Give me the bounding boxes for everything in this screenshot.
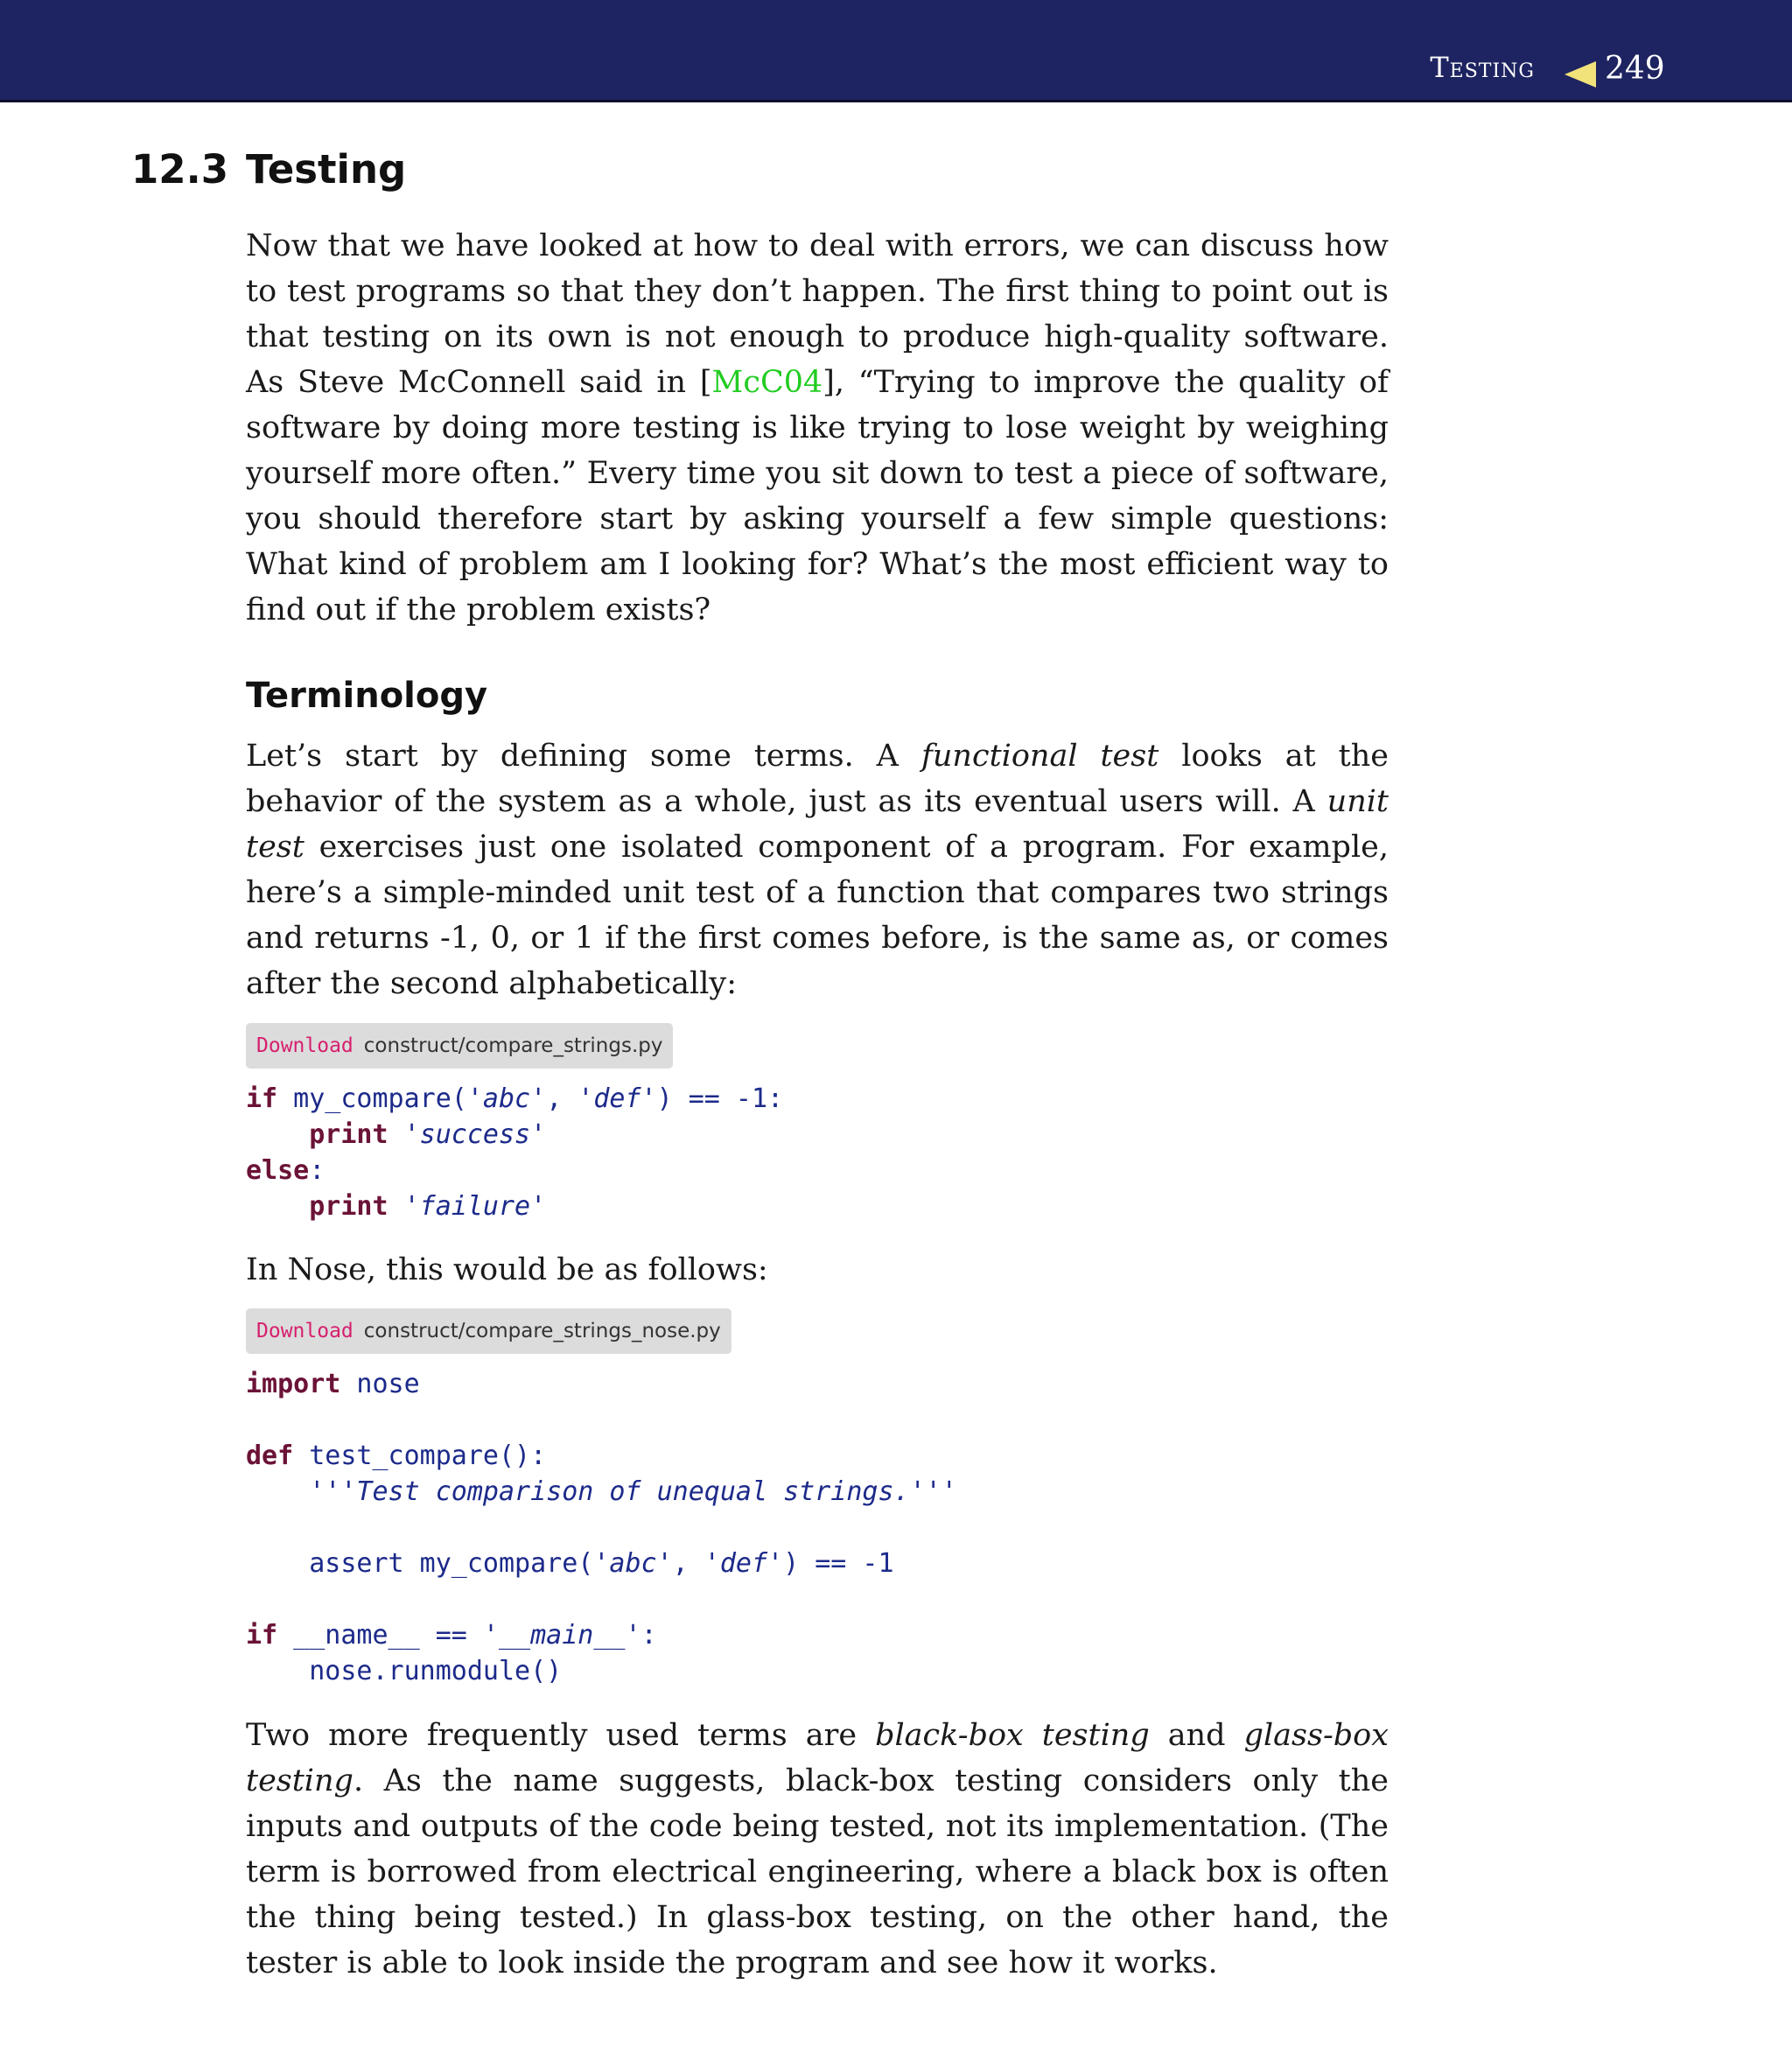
- section-title: Testing: [246, 146, 407, 193]
- download-link[interactable]: Download: [256, 1034, 354, 1057]
- back-arrow-icon[interactable]: [1564, 61, 1596, 88]
- closing-text-c: . As the name suggests, black-box testing considers only the inputs and outputs of the code being tested, not its implementation. (The term is borrowed from electrical engineering, where a black box is often the thing being tested.) In glass-box testing, on the other hand, the tester is able to look inside the program and see how it works.: [246, 1763, 1389, 1980]
- citation-link[interactable]: McC04: [711, 365, 823, 400]
- term-functional-test: functional test: [920, 739, 1159, 774]
- page-header: [0, 0, 1792, 102]
- file-path: construct/compare_strings.py: [363, 1034, 663, 1057]
- file-path: construct/compare_strings_nose.py: [363, 1320, 721, 1342]
- section-number: 12.3: [131, 146, 229, 193]
- term-text-c: exercises just one isolated component of a program. For example, here’s a simple-minded unit test of a function that compares two strings and returns -1, 0, or 1 if the first comes before, is the same as, or comes after the second alphabetically:: [246, 830, 1389, 1001]
- intro-text-2: ], “Trying to improve the quality of software by doing more testing is like trying to lose weight by weighing yourself more often.” Every time you sit down to test a piece of software, you should therefore start by asking yourself a few simple questions: What kind of problem am I looking for? What’s the most efficient way to find out if the problem exists?: [246, 365, 1389, 627]
- code-block-2: import nose def test_compare(): '''Test comparison of unequal strings.''' assert my_compare('abc', 'def') == -1 if __name__ == '__main__': nose.runmodule(): [246, 1369, 957, 1686]
- code-block-1: if my_compare('abc', 'def') == -1: print 'success' else: print 'failure': [246, 1083, 784, 1222]
- term-glass-box: glass-box testing: [246, 1718, 1389, 1798]
- closing-text-b: and: [1149, 1718, 1244, 1753]
- intro-paragraph: [246, 223, 1389, 633]
- nose-intro: In Nose, this would be as follows:: [246, 1252, 768, 1287]
- download-link[interactable]: Download: [256, 1320, 354, 1342]
- closing-text-a: Two more frequently used terms are: [246, 1718, 876, 1753]
- running-title: Testing: [1430, 51, 1535, 84]
- download-bar-2: [246, 1308, 732, 1354]
- term-black-box: black-box testing: [875, 1718, 1150, 1753]
- term-text-b: looks at the behavior of the system as a whole, just as its eventual users will. A: [246, 739, 1389, 819]
- download-bar-1: [246, 1023, 673, 1069]
- term-text-a: Let’s start by defining some terms. A: [246, 739, 921, 774]
- subsection-heading: Terminology: [246, 676, 488, 716]
- closing-paragraph: [246, 1713, 1389, 1986]
- term-unit-test: unit test: [246, 784, 1389, 865]
- intro-text-1: Now that we have looked at how to deal with errors, we can discuss how to test programs so that they don’t happen. The first thing to point out is that testing on its own is not enough to produce high-quality software. As Steve McConnell said in [: [246, 228, 1389, 400]
- page-number: 249: [1605, 51, 1665, 87]
- terminology-paragraph: [246, 733, 1389, 1006]
